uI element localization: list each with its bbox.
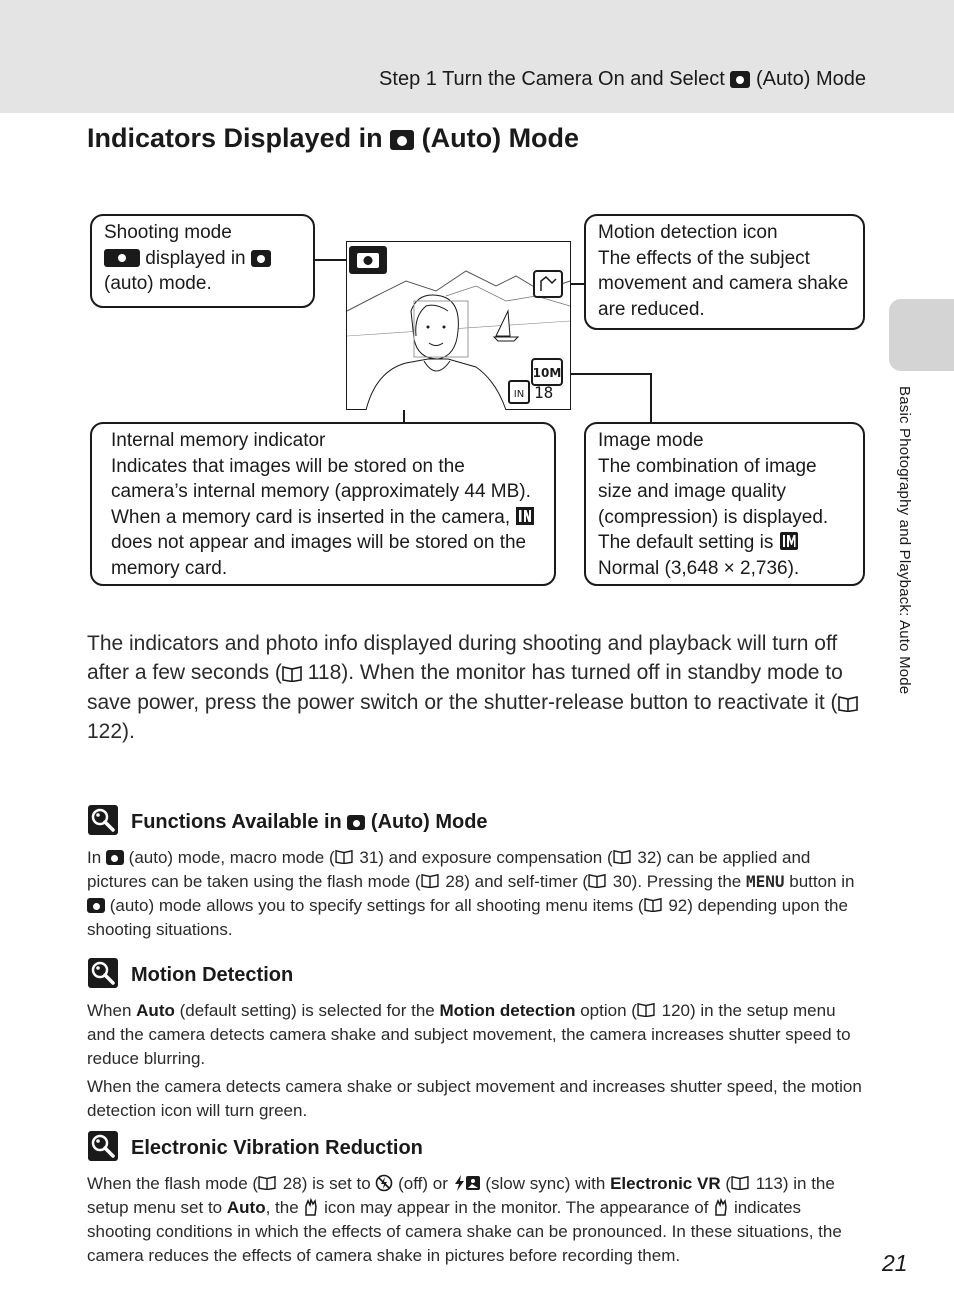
note-functions-s3: ) and exposure compensation (	[378, 848, 613, 867]
chapter-label: Basic Photography and Playback: Auto Mode	[896, 386, 913, 695]
note-title-functions-post: (Auto) Mode	[370, 811, 488, 833]
note-functions-ref-92: 92	[668, 896, 688, 915]
callout-image-mode-title: Image mode	[598, 430, 704, 451]
note-magnifier-icon	[88, 805, 118, 835]
intro-ref-1: 118	[307, 661, 342, 685]
connector-shooting-mode	[314, 259, 350, 261]
intro-text-2: ). When the monitor has turned off in standby mode to save power, press the power switch or the shutter-release button to reactivate it (	[87, 661, 843, 714]
callout-internal-memory-text2: does not appear and images will be stored on the memory card.	[111, 532, 527, 579]
callout-image-mode-text2: Normal (3,648 × 2,736).	[598, 557, 800, 579]
callout-motion-detection-title: Motion detection icon	[598, 222, 778, 243]
book-reference-icon	[335, 849, 355, 866]
auto-mode-camera-icon	[251, 250, 271, 267]
callout-shooting-mode	[90, 214, 315, 308]
image-mode-10m-icon	[779, 531, 799, 551]
intro-paragraph	[87, 629, 877, 746]
note-title-functions	[131, 811, 488, 834]
note-evr-a: When the flash mode (	[87, 1174, 259, 1193]
note-functions-s1: In	[87, 848, 102, 867]
note-functions-s6: ). Pressing the	[631, 872, 742, 891]
book-reference-icon	[613, 849, 633, 866]
auto-mode-camera-icon	[390, 130, 414, 150]
note-functions-ref-32: 32	[637, 848, 657, 867]
note-title-evr: Electronic Vibration Reduction	[131, 1137, 423, 1159]
intro-ref-2: 122	[87, 719, 123, 743]
book-reference-icon	[731, 1175, 751, 1192]
book-reference-icon	[588, 873, 608, 890]
callout-motion-detection-text: The effects of the subject movement and camera shake are reduced.	[598, 247, 849, 320]
vibration-reduction-icon	[713, 1198, 729, 1216]
note-motion-auto: Auto	[136, 1001, 175, 1020]
page-number: 21	[882, 1250, 908, 1276]
note-evr-g: ) in the setup menu set to	[87, 1174, 835, 1217]
menu-button-label: MENU	[746, 872, 785, 891]
note-evr-f: (	[725, 1174, 732, 1193]
connector-image-mode-h	[562, 373, 652, 375]
note-evr-k: indicates shooting conditions in which the effects of camera shake can be pronounced. In these situations, the camera reduces the effects of camera shake in pictures before recording them.	[87, 1198, 842, 1265]
note-functions-s7: button in	[789, 872, 855, 891]
note-evr-d: (slow sync) with	[485, 1174, 606, 1193]
running-header	[379, 68, 866, 91]
running-header-pre: Step 1 Turn the Camera On and Select	[379, 68, 725, 90]
note-motion-detection-text-2: When the camera detects camera shake or subject movement and increases shutter speed, the motion detection icon will turn green.	[87, 1077, 862, 1120]
callout-motion-detection	[584, 214, 865, 330]
page-title-pre: Indicators Displayed in	[87, 123, 383, 153]
intro-text-1: The indicators and photo info displayed during shooting and playback will turn off after a few seconds (	[87, 632, 838, 685]
callout-internal-memory-text	[111, 454, 542, 582]
note-motion-p1-f: ) in the setup menu and the camera detects camera shake and subject movement, the camera increases shutter speed to reduce blurring.	[87, 1001, 851, 1068]
note-motion-ref-120: 120	[661, 1001, 691, 1020]
note-evr-b: ) is set to	[301, 1174, 371, 1193]
note-functions-ref-30: 30	[612, 872, 632, 891]
note-motion-p1-c: (default setting) is selected for the	[179, 1001, 435, 1020]
slow-sync-icon	[453, 1174, 481, 1192]
note-functions-s9: ) depending upon the shooting situations.	[87, 896, 848, 939]
flash-off-icon	[375, 1174, 393, 1192]
note-title-motion-detection: Motion Detection	[131, 964, 294, 986]
note-evr-ref-28: 28	[282, 1174, 302, 1193]
note-motion-p1-a: When	[87, 1001, 132, 1020]
callout-internal-memory-title: Internal memory indicator	[111, 430, 326, 451]
note-evr-i: , the	[265, 1198, 299, 1217]
vibration-reduction-icon	[303, 1198, 319, 1216]
callout-shooting-mode-title: Shooting mode	[104, 222, 232, 243]
note-functions-text	[87, 846, 867, 942]
svg-text:IN: IN	[513, 389, 525, 400]
shooting-mode-badge-icon	[104, 249, 140, 267]
callout-image-mode	[584, 422, 865, 586]
book-reference-icon	[258, 1175, 278, 1192]
header-band	[0, 0, 954, 113]
note-motion-detection-text-1	[87, 999, 867, 1071]
note-evr-auto: Auto	[226, 1198, 266, 1217]
connector-image-mode-v	[650, 373, 652, 424]
note-evr-setting: Electronic VR	[610, 1174, 721, 1193]
note-evr-ref-113: 113	[755, 1174, 783, 1193]
note-functions-ref-31: 31	[359, 848, 379, 867]
note-functions-s2: (auto) mode, macro mode (	[128, 848, 335, 867]
callout-image-mode-text1: The combination of image size and image quality (compression) is displayed. The default setting is	[598, 455, 829, 553]
auto-mode-camera-icon	[87, 898, 105, 913]
note-magnifier-icon	[88, 958, 118, 988]
note-functions-ref-28: 28	[445, 872, 465, 891]
note-evr-c: (off) or	[398, 1174, 448, 1193]
callout-image-mode-text	[598, 454, 851, 582]
callout-shooting-mode-mid: displayed in	[145, 247, 246, 269]
callout-internal-memory	[90, 422, 556, 586]
book-reference-icon	[421, 873, 441, 890]
note-evr-j: icon may appear in the monitor. The appearance of	[324, 1198, 709, 1217]
note-motion-p1-e: option (	[580, 1001, 637, 1020]
note-magnifier-icon	[88, 1131, 118, 1161]
auto-mode-camera-icon	[347, 815, 365, 830]
internal-memory-icon	[515, 506, 535, 526]
running-header-post: (Auto) Mode	[755, 68, 866, 90]
callout-internal-memory-text1: Indicates that images will be stored on the camera’s internal memory (approximately 44 MB). When a memory card is inserted in the camera,	[111, 455, 531, 528]
note-title-functions-pre: Functions Available in	[131, 811, 342, 833]
page-title	[87, 123, 579, 154]
page-title-post: (Auto) Mode	[421, 123, 580, 153]
intro-text-3: ).	[122, 719, 135, 743]
callout-shooting-mode-line3: (auto) mode.	[104, 273, 212, 294]
book-reference-icon	[282, 665, 302, 682]
note-functions-s5: ) and self-timer (	[464, 872, 588, 891]
note-functions-s4: ) can be applied and pictures can be taken using the flash mode (	[87, 848, 811, 891]
chapter-tab	[889, 299, 954, 371]
svg-text:10M: 10M	[532, 366, 562, 380]
monitor-screen	[346, 241, 571, 410]
note-evr-text	[87, 1172, 867, 1268]
book-reference-icon	[838, 695, 858, 712]
note-motion-option: Motion detection	[439, 1001, 576, 1020]
book-reference-icon	[637, 1002, 657, 1019]
auto-mode-camera-icon	[106, 850, 124, 865]
note-functions-s8: (auto) mode allows you to specify settings for all shooting menu items (	[109, 896, 644, 915]
book-reference-icon	[644, 897, 664, 914]
auto-mode-camera-icon	[730, 71, 750, 88]
frames-remaining: 18	[534, 383, 554, 402]
callout-shooting-mode-line2	[104, 246, 301, 272]
